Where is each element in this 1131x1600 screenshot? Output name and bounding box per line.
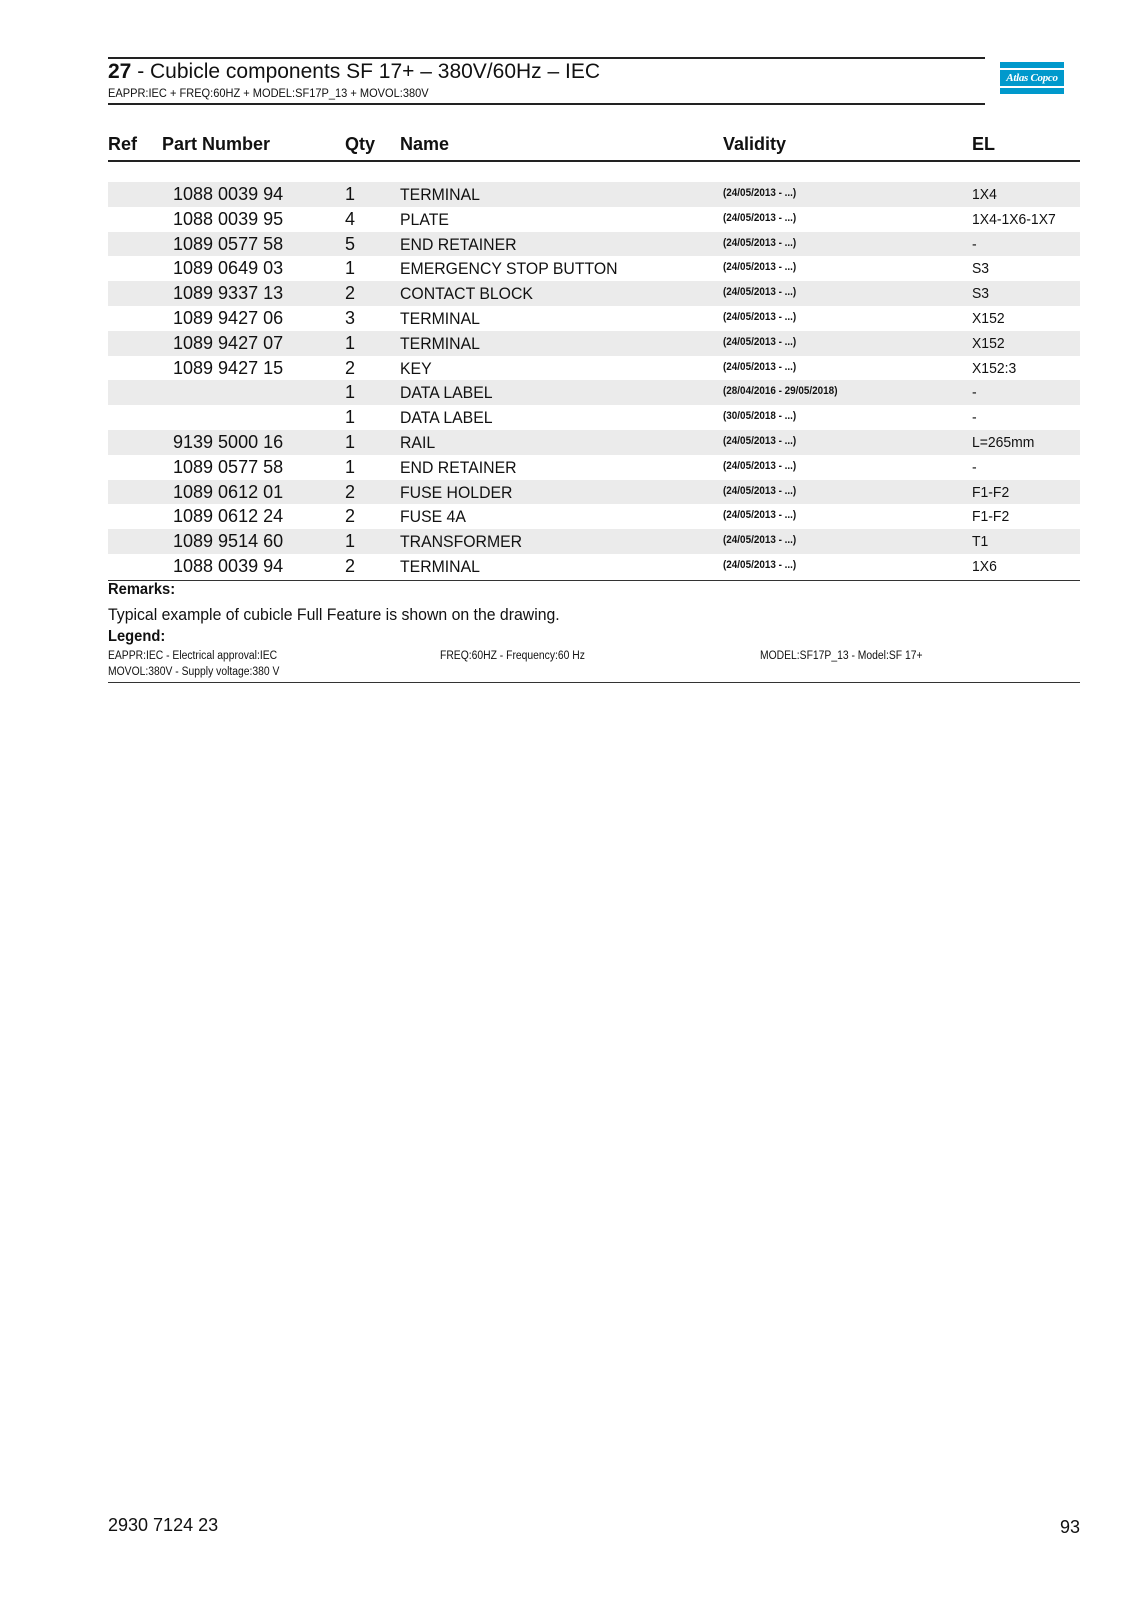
- el-cell: S3: [972, 260, 990, 278]
- name-cell: FUSE 4A: [400, 507, 466, 527]
- name-cell: TRANSFORMER: [400, 532, 523, 552]
- name-cell: TERMINAL: [400, 556, 480, 576]
- el-cell: -: [972, 235, 977, 253]
- legend-freq: FREQ:60HZ - Frequency:60 Hz: [440, 650, 585, 662]
- header-qty: Qty: [345, 134, 376, 154]
- header-validity: Validity: [723, 134, 787, 154]
- table-row: [108, 380, 1080, 405]
- validity-cell: (24/05/2013 - ...): [723, 434, 797, 447]
- part-number-cell: 1089 0577 58: [173, 233, 284, 254]
- part-number-cell: 1089 0612 24: [173, 506, 284, 527]
- el-cell: F1-F2: [972, 508, 1010, 526]
- name-cell: TERMINAL: [400, 185, 480, 204]
- el-cell: T1: [972, 533, 989, 551]
- legend-model: MODEL:SF17P_13 - Model:SF 17+: [760, 650, 923, 662]
- validity-cell: (24/05/2013 - ...): [723, 187, 797, 199]
- part-number-cell: 1089 0577 58: [173, 456, 284, 477]
- name-cell: END RETAINER: [400, 457, 517, 477]
- name-cell: EMERGENCY STOP BUTTON: [400, 259, 618, 279]
- table-row: [108, 430, 1080, 455]
- section-title: - Cubicle components SF 17+ – 380V/60Hz – IEC: [131, 60, 601, 83]
- qty-cell: 2: [345, 357, 356, 378]
- table-row: [108, 455, 1080, 480]
- validity-cell: (24/05/2013 - ...): [723, 558, 797, 571]
- table-row: [108, 554, 1080, 579]
- qty-cell: 1: [345, 184, 356, 204]
- name-cell: END RETAINER: [400, 234, 517, 254]
- validity-cell: (24/05/2013 - ...): [723, 211, 797, 224]
- part-number-cell: 1089 9427 07: [173, 332, 284, 353]
- part-number-cell: 1089 0649 03: [173, 258, 284, 279]
- qty-cell: 1: [345, 456, 356, 477]
- part-number-cell: 1089 9514 60: [173, 531, 284, 552]
- el-cell: L=265mm: [972, 433, 1035, 451]
- part-number-cell: 1088 0039 94: [173, 184, 284, 204]
- page-title: [108, 60, 600, 84]
- name-cell: CONTACT BLOCK: [400, 284, 533, 304]
- el-cell: 1X6: [972, 557, 997, 575]
- table-row: [108, 182, 1080, 207]
- el-cell: -: [972, 409, 977, 427]
- table-bottom-rule: [108, 580, 1080, 581]
- validity-cell: (24/05/2013 - ...): [723, 261, 797, 274]
- el-cell: -: [972, 458, 977, 476]
- table-row: [108, 405, 1080, 430]
- part-number-cell: 1089 9427 15: [173, 357, 284, 378]
- name-cell: TERMINAL: [400, 308, 480, 328]
- remarks-heading: Remarks:: [108, 581, 176, 598]
- validity-cell: (24/05/2013 - ...): [723, 360, 797, 373]
- part-number-cell: 1089 9337 13: [173, 283, 284, 304]
- qty-cell: 2: [345, 283, 356, 304]
- el-cell: X152: [972, 309, 1005, 327]
- part-number-cell: 1088 0039 94: [173, 555, 284, 576]
- table-row: [108, 529, 1080, 554]
- table-row: [108, 306, 1080, 331]
- qty-cell: 1: [345, 332, 356, 353]
- table-row: [108, 281, 1080, 306]
- name-cell: KEY: [400, 358, 432, 378]
- qty-cell: 2: [345, 506, 356, 527]
- el-cell: F1-F2: [972, 483, 1010, 501]
- validity-cell: (28/04/2016 - 29/05/2018): [723, 385, 838, 398]
- validity-cell: (24/05/2013 - ...): [723, 484, 797, 497]
- qty-cell: 1: [345, 531, 356, 552]
- qty-cell: 1: [345, 431, 356, 452]
- validity-cell: (24/05/2013 - ...): [723, 286, 797, 299]
- part-number-cell: 1089 9427 06: [173, 307, 284, 328]
- parts-table-body: [108, 182, 1080, 579]
- validity-cell: (24/05/2013 - ...): [723, 534, 797, 547]
- table-row: [108, 504, 1080, 529]
- table-row: [108, 256, 1080, 281]
- validity-cell: (24/05/2013 - ...): [723, 509, 797, 522]
- qty-cell: 1: [345, 382, 356, 403]
- validity-cell: (24/05/2013 - ...): [723, 335, 797, 348]
- qty-cell: 1: [345, 258, 356, 279]
- name-cell: TERMINAL: [400, 333, 480, 353]
- part-number-cell: 1089 0612 01: [173, 481, 284, 502]
- part-number-cell: 1088 0039 95: [173, 208, 284, 229]
- table-row: [108, 480, 1080, 505]
- qty-cell: 4: [345, 208, 356, 229]
- legend-heading: Legend:: [108, 628, 166, 645]
- header-el: EL: [972, 134, 996, 154]
- el-cell: 1X4: [972, 186, 997, 203]
- remarks-text: Typical example of cubicle Full Feature is shown on the drawing.: [108, 605, 560, 624]
- qty-cell: 3: [345, 307, 356, 328]
- page-subtitle: EAPPR:IEC + FREQ:60HZ + MODEL:SF17P_13 + MOVOL:380V: [108, 86, 429, 100]
- name-cell: DATA LABEL: [400, 408, 493, 428]
- page-header: [108, 57, 985, 105]
- name-cell: PLATE: [400, 209, 449, 229]
- table-row: [108, 232, 1080, 257]
- validity-cell: (24/05/2013 - ...): [723, 459, 797, 472]
- header-ref: Ref: [108, 134, 138, 154]
- table-row: [108, 356, 1080, 381]
- legend-bottom-rule: [108, 682, 1080, 683]
- el-cell: 1X4-1X6-1X7: [972, 210, 1056, 228]
- el-cell: X152: [972, 334, 1005, 352]
- qty-cell: 5: [345, 233, 356, 254]
- el-cell: S3: [972, 285, 990, 303]
- el-cell: X152:3: [972, 359, 1017, 377]
- qty-cell: 1: [345, 407, 356, 428]
- validity-cell: (24/05/2013 - ...): [723, 310, 797, 323]
- section-number: 27: [108, 60, 132, 83]
- header-part-number: Part Number: [162, 134, 271, 154]
- logo-text: Atlas Copco: [1006, 72, 1058, 84]
- validity-cell: (24/05/2013 - ...): [723, 236, 797, 249]
- qty-cell: 2: [345, 555, 356, 576]
- name-cell: RAIL: [400, 432, 436, 452]
- legend-eappr: EAPPR:IEC - Electrical approval:IEC: [108, 650, 278, 662]
- table-row: [108, 331, 1080, 356]
- name-cell: FUSE HOLDER: [400, 482, 513, 502]
- table-row: [108, 207, 1080, 232]
- document-number: 2930 7124 23: [108, 1515, 219, 1535]
- table-header: [108, 132, 1080, 162]
- header-name: Name: [400, 134, 450, 154]
- validity-cell: (30/05/2018 - ...): [723, 410, 797, 423]
- part-number-cell: 9139 5000 16: [173, 431, 284, 452]
- name-cell: DATA LABEL: [400, 383, 493, 403]
- page-number: 93: [1060, 1517, 1081, 1537]
- qty-cell: 2: [345, 481, 356, 502]
- el-cell: -: [972, 384, 977, 402]
- atlas-copco-logo: [1000, 62, 1064, 94]
- legend-movol: MOVOL:380V - Supply voltage:380 V: [108, 666, 280, 678]
